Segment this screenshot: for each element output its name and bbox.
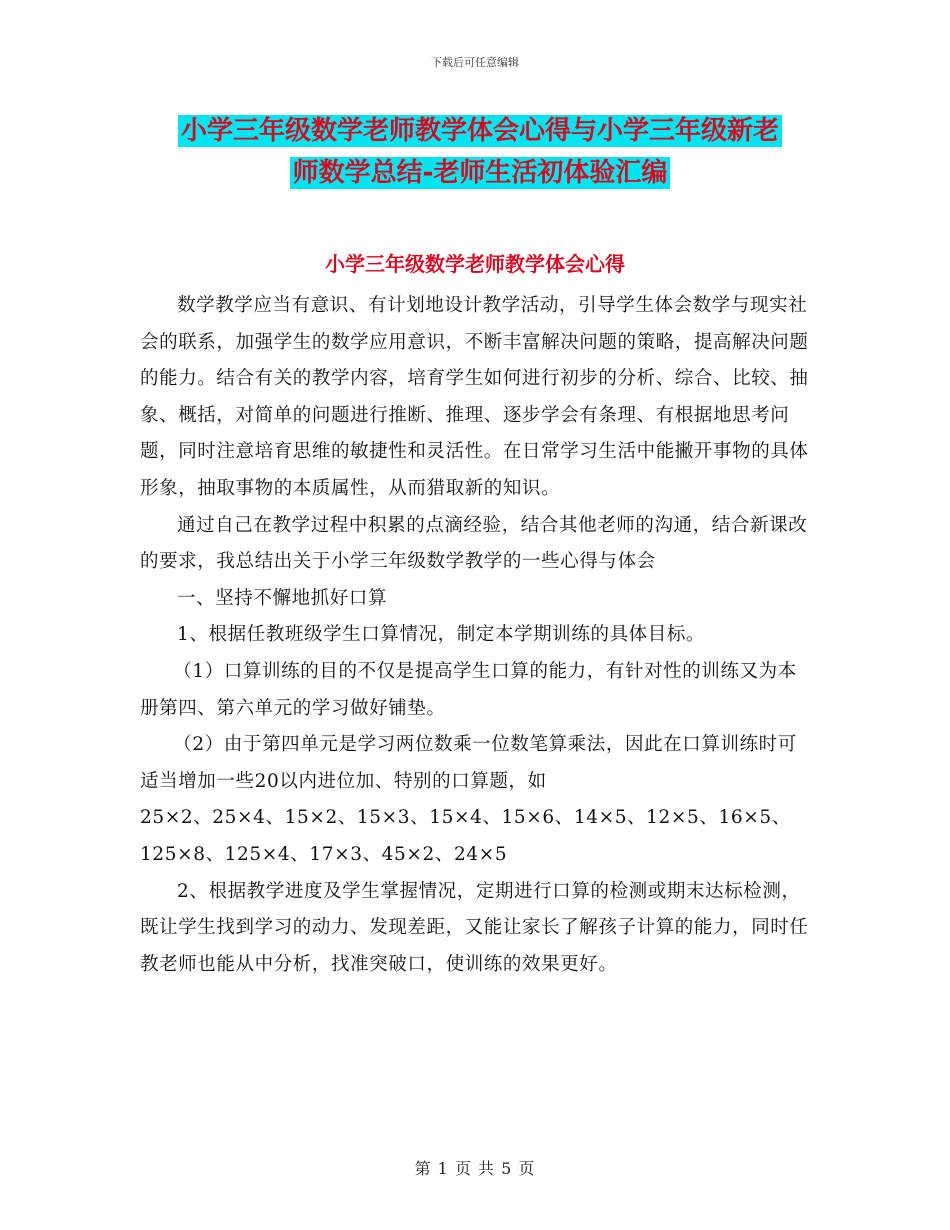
- list-item: 2、根据教学进度及学生掌握情况，定期进行口算的检测或期末达标检测，既让学生找到学习的动力、发现差距，又能让家长了解孩子计算的能力，同时任教老师也能从中分析，找准突破口，使训练的效果更好。: [140, 880, 809, 975]
- list-item: （2）由于第四单元是学习两位数乘一位数笔算乘法，因此在口算训练时可适当增加一些20以内进位加、特别的口算题，如: [140, 734, 797, 792]
- page-number: 第 1 页 共 5 页: [414, 1159, 536, 1178]
- paragraph: 通过自己在教学过程中积累的点滴经验，结合其他老师的沟通，结合新课改的要求，我总结出关于小学三年级数学教学的一些心得与体会: [140, 514, 808, 573]
- list-item: （1）口算训练的目的不仅是提高学生口算的能力，有针对性的训练又为本册第四、第六单元的学习做好铺垫。: [140, 660, 797, 719]
- section-title: 小学三年级数学老师教学体会心得: [325, 252, 625, 276]
- list-item: 1、根据任教班级学生口算情况，制定本学期训练的具体目标。: [177, 624, 706, 646]
- title-line-2: 师数学总结-老师生活初体验汇编: [290, 157, 671, 189]
- header-note: 下载后可任意编辑: [431, 56, 519, 69]
- document-title: [140, 110, 820, 194]
- heading-1: 一、坚持不懈地抓好口算: [177, 587, 388, 609]
- paragraph: 数学教学应当有意识、有计划地设计教学活动，引导学生体会数学与现实社会的联系，加强学生的数学应用意识，不断丰富解决问题的策略，提高解决问题的能力。结合有关的教学内容，培育学生如何进行初步的分析、综合、比较、抽象、概括，对简单的问题进行推断、推理、逐步学会有条理、有根据地思考问题，同时注意培育思维的敏捷性和灵活性。在日常学习生活中能撇开事物的具体形象，抽取事物的本质属性，从而猎取新的知识。: [140, 295, 809, 499]
- math-examples: 25×2、25×4、15×2、15×3、15×4、15×6、14×5、12×5、16×5、125×8、125×4、17×3、45×2、24×5: [140, 807, 791, 865]
- document-body: [140, 288, 810, 983]
- title-line-1: 小学三年级数学老师教学体会心得与小学三年级新老: [178, 115, 782, 147]
